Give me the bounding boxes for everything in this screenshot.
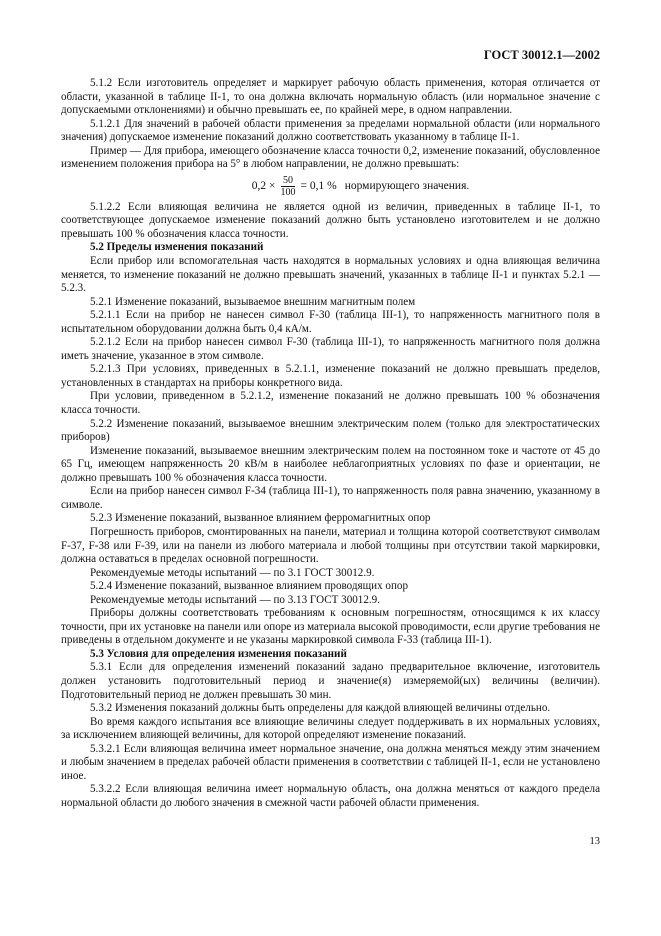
page-number: 13 [589, 836, 600, 847]
paragraph-5-2-3-b: Погрешность приборов, смонтированных на панели, материал и толщина которой соответствуют символам F-37, F-38 или F-39, или на панели из любого материала и любой толщины при отсутствии такой маркировки, должна оставаться в пределах основной погрешности. [61, 525, 600, 566]
section-heading-5-2: 5.2 Пределы изменения показаний [90, 241, 264, 254]
example-paragraph: Пример — Для прибора, имеющего обозначение класса точности 0,2, изменение показаний, обусловленное изменением положения прибора на 5° в любом направлении, не должно превышать: [61, 144, 600, 171]
paragraph-5-2-2: 5.2.2 Изменение показаний, вызываемое внешним электрическим полем (только для электростатических приборов) [61, 417, 600, 444]
paragraph-5-2-4: 5.2.4 Изменение показаний, вызванное влиянием проводящих опор [90, 580, 409, 593]
formula-fraction [278, 175, 297, 198]
formula-lead: 0,2 × [251, 179, 276, 192]
paragraph-5-1-2: 5.1.2 Если изготовитель определяет и маркирует рабочую область применения, которая отличается от области, указанной в таблице II-1, то она должна включать нормальную область (или нормальное значение с допускаемыми отклонениями) и обычно превышать ее, по крайней мере, в одном направлении. [61, 77, 600, 117]
paragraph-5-2-4-c: Приборы должны соответствовать требованиям к основным погрешностям, относящимся к их классу точности, при их установке на панели или опоре из материала высокой проводимости, если другие требования не приведены в отдельном документе и не указаны маркировкой символа F-33 (таблица III-1). [61, 607, 600, 647]
document-body [61, 77, 600, 810]
document-header: ГОСТ 30012.1—2002 [483, 48, 600, 62]
formula-denominator: 100 [280, 186, 296, 198]
paragraph-5-2-3: 5.2.3 Изменение показаний, вызванное влиянием ферромагнитных опор [90, 512, 431, 525]
formula-result: = 0,1 % [300, 179, 337, 192]
paragraph-5-2-1-3: 5.2.1.3 При условиях, приведенных в 5.2.1.1, изменение показаний не должно превышать пределов, установленных в стандартах на приборы конкретного вида. [61, 363, 600, 389]
paragraph-5-3-2-1: 5.3.2.1 Если влияющая величина имеет нормальное значение, она должна меняться между этим значением и любым значением в пределах рабочей области применения в соответствии с таблицей II-1, если не установлено иное. [61, 742, 600, 782]
paragraph-5-3-2-2: 5.3.2.2 Если влияющая величина имеет нормальную область, она должна меняться от каждого предела нормальной области до любого значения в смежной части рабочей области применения. [61, 783, 600, 809]
paragraph-5-2-intro: Если прибор или вспомогательная часть находятся в нормальных условиях и одна влияющая величина меняется, то изменение показаний не должно превышать значений, указанных в таблице II-1 и пунктах 5.2.1 — 5.2.3. [61, 255, 600, 295]
formula [121, 172, 600, 201]
paragraph-5-2-1-1: 5.2.1.1 Если на прибор не нанесен символ F-30 (таблица III-1), то напряженность магнитного поля в испытательном оборудовании должна быть 0,4 кА/м. [61, 309, 600, 335]
paragraph-5-2-1: 5.2.1 Изменение показаний, вызываемое внешним магнитным полем [90, 295, 416, 308]
paragraph-5-2-3-c: Рекомендуемые методы испытаний — по 3.1 ГОСТ 30012.9. [90, 566, 375, 579]
section-heading-5-3: 5.3 Условия для определения изменения показаний [90, 647, 347, 660]
paragraph-5-1-2-2: 5.1.2.2 Если влияющая величина не является одной из величин, приведенных в таблице II-1, то соответствующее допускаемое изменение показаний должно быть установлено изготовителем и не должно превышать 100 % обозначения класса точности. [61, 200, 600, 240]
paragraph-5-2-1-2: 5.2.1.2 Если на прибор нанесен символ F-30 (таблица III-1), то напряженность магнитного поля должна иметь значение, указанное в этом символе. [61, 336, 600, 362]
paragraph-5-2-4-b: Рекомендуемые методы испытаний — по 3.13 ГОСТ 30012.9. [90, 593, 380, 606]
paragraph-5-2-2-c: Если на прибор нанесен символ F-34 (таблица III-1), то напряженность поля равна значению, указанному в символе. [61, 485, 600, 511]
paragraph-5-1-2-1: 5.1.2.1 Для значений в рабочей области применения за пределами нормальной области (или нормального значения) допускаемое изменение показаний должно соответствовать указанному в таблице II-1. [61, 117, 600, 144]
paragraph-5-2-1-3-b: При условии, приведенном в 5.2.1.2, изменение показаний не должно превышать 100 % обозначения класса точности. [61, 390, 600, 417]
paragraph-5-3-1: 5.3.1 Если для определения изменений показаний задано предварительное включение, изготовитель должен установить подготовительный период и значение(я) измеряемой(ых) величины (величин). Подготовительный период не должен превышать 30 мин. [61, 661, 600, 701]
paragraph-5-3-2: 5.3.2 Изменения показаний должны быть определены для каждой влияющей величины отдельно. [90, 702, 551, 715]
paragraph-5-3-2-b: Во время каждого испытания все влияющие величины следует поддерживать в их нормальных условиях, за исключением влияющей величины, для которой определяют изменение показаний. [61, 715, 600, 742]
paragraph-5-2-2-b: Изменение показаний, вызываемое внешним электрическим полем на постоянном токе и частоте от 45 до 65 Гц, имеющем напряженность 20 кВ/м в наиболее неблагоприятных условиях по фазе и ориентации, не должно превышать 100 % обозначения класса точности. [61, 444, 600, 484]
formula-numerator: 50 [282, 174, 293, 186]
formula-tail: нормирующего значения. [344, 179, 470, 192]
